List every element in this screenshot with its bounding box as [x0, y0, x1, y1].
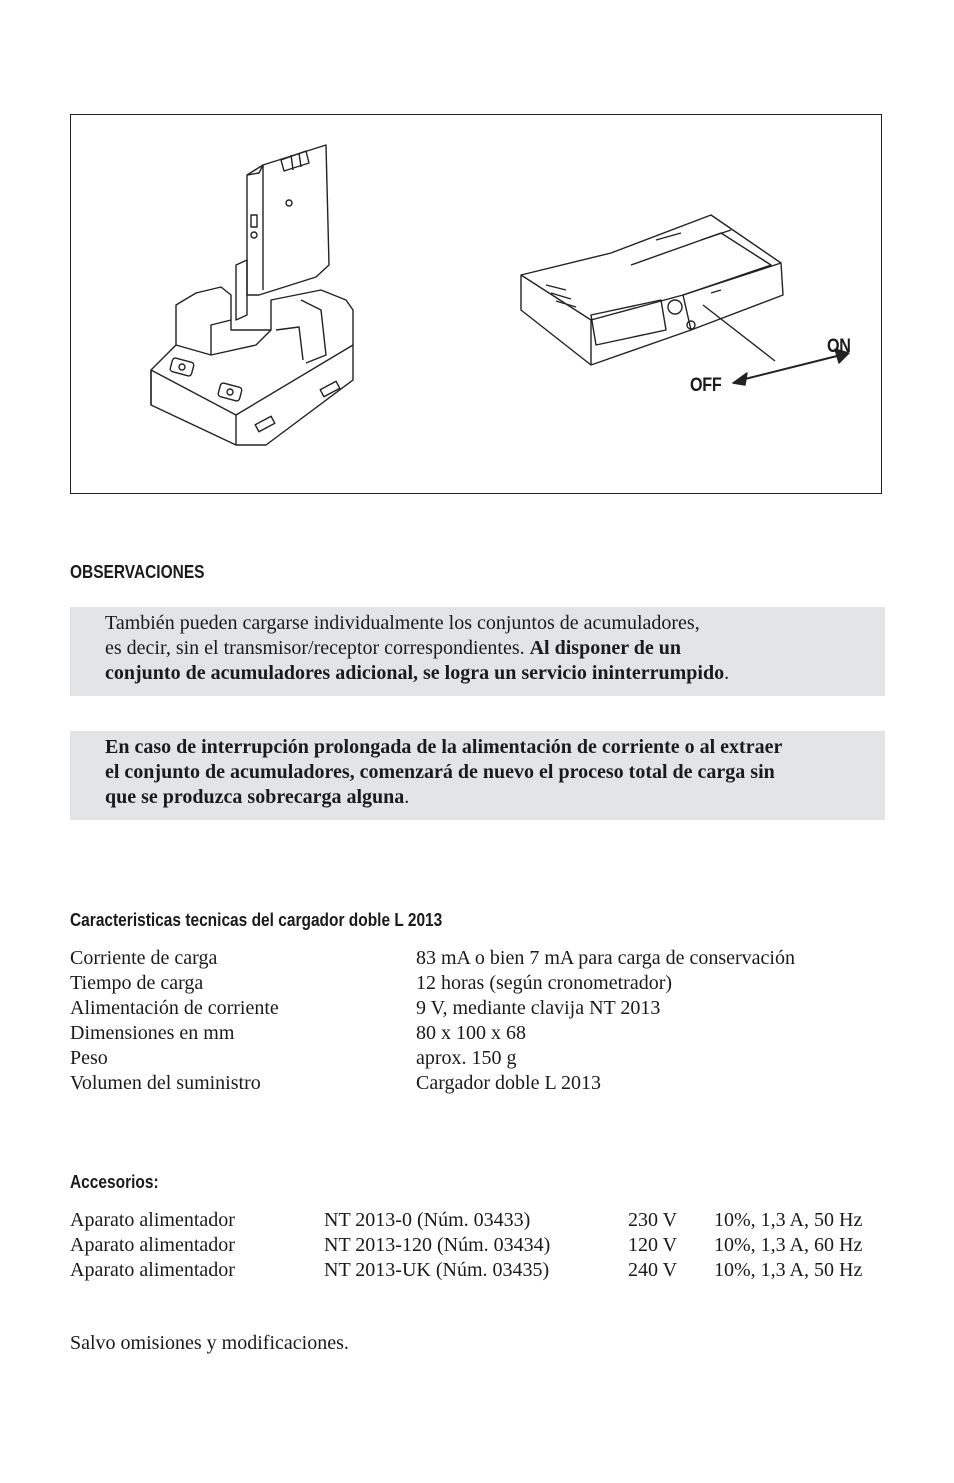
note1-line3-end: .: [724, 662, 730, 684]
spec-value: 12 horas (según cronometrador): [416, 972, 673, 994]
spec-row: [70, 1046, 795, 1071]
dual-charger-base-drawing: [151, 287, 353, 445]
accessory-name: Aparato alimentador: [70, 1234, 235, 1256]
accessory-spec: 10%, 1,3 A, 50 Hz: [714, 1259, 863, 1281]
spec-row: [70, 1021, 795, 1046]
accesorios-table: [70, 1208, 889, 1283]
battery-pack-flat-drawing: [521, 215, 783, 365]
switch-on-label: ON: [827, 336, 851, 357]
accessory-voltage: 120 V: [628, 1234, 678, 1256]
accessory-spec: 10%, 1,3 A, 50 Hz: [714, 1209, 863, 1231]
note2-line2-bold: el conjunto de acumuladores, comenzará de nuevo el proceso total de carga sin: [105, 761, 775, 783]
accessory-model: NT 2013-120 (Núm. 03434): [324, 1234, 551, 1256]
accessory-row: [70, 1233, 889, 1258]
note1-line2-text: es decir, sin el transmisor/receptor correspondientes.: [105, 637, 530, 659]
note-power-interruption: [70, 731, 885, 820]
accessory-model: NT 2013-UK (Núm. 03435): [324, 1259, 550, 1281]
accessory-name: Aparato alimentador: [70, 1259, 235, 1281]
spec-label: Dimensiones en mm: [70, 1022, 235, 1044]
switch-off-label: OFF: [690, 375, 722, 396]
note2-line1: [105, 735, 885, 760]
note1-line2-bold: Al disponer de un: [529, 637, 681, 659]
spec-row: [70, 1071, 795, 1096]
accesorios-heading: Accesorios:: [70, 1172, 159, 1192]
note1-line3: [105, 661, 885, 686]
spec-label: Alimentación de corriente: [70, 997, 279, 1019]
specs-heading: Caracteristicas tecnicas del cargador doble L 2013: [70, 910, 443, 930]
spec-label: Volumen del suministro: [70, 1072, 261, 1094]
spec-label: Peso: [70, 1047, 108, 1069]
spec-value: 9 V, mediante clavija NT 2013: [416, 997, 661, 1019]
charger-illustration-frame: [70, 114, 882, 494]
accessory-voltage: 230 V: [628, 1209, 678, 1231]
off-arrowhead: [733, 373, 747, 385]
switch-pointer-line: [703, 305, 775, 361]
accessory-spec: 10%, 1,3 A, 60 Hz: [714, 1234, 863, 1256]
charger-drawing: [71, 115, 883, 495]
observaciones-heading: OBSERVACIONES: [70, 562, 205, 582]
spec-value: 83 mA o bien 7 mA para carga de conservación: [416, 947, 795, 969]
spec-row: [70, 996, 795, 1021]
footer-note: Salvo omisiones y modificaciones.: [70, 1332, 349, 1354]
accessory-name: Aparato alimentador: [70, 1209, 235, 1231]
spec-value: 80 x 100 x 68: [416, 1022, 526, 1044]
note1-line2: [105, 636, 885, 661]
note1-line3-bold: conjunto de acumuladores adicional, se logra un servicio ininterrumpido: [105, 662, 725, 684]
note2-line3-bold: que se produzca sobrecarga alguna: [105, 786, 405, 808]
note1-line1: También pueden cargarse individualmente los conjuntos de acumuladores,: [105, 612, 700, 634]
note2-line2: [105, 760, 885, 785]
spec-row: [70, 946, 795, 971]
accessory-voltage: 240 V: [628, 1259, 678, 1281]
accessory-row: [70, 1208, 889, 1233]
accessory-model: NT 2013-0 (Núm. 03433): [324, 1209, 531, 1231]
on-off-arrow: [741, 355, 841, 380]
spec-label: Tiempo de carga: [70, 972, 204, 994]
spec-value: Cargador doble L 2013: [416, 1072, 601, 1094]
spec-value: aprox. 150 g: [416, 1047, 517, 1069]
note-individual-charging: [70, 607, 885, 696]
spec-row: [70, 971, 795, 996]
note2-line1-bold: En caso de interrupción prolongada de la alimentación de corriente o al extraer: [105, 736, 783, 758]
note2-line3-end: .: [404, 786, 410, 808]
spec-label: Corriente de carga: [70, 947, 218, 969]
specs-table: [70, 946, 795, 1096]
accessory-row: [70, 1258, 889, 1283]
note2-line3: [105, 785, 885, 810]
